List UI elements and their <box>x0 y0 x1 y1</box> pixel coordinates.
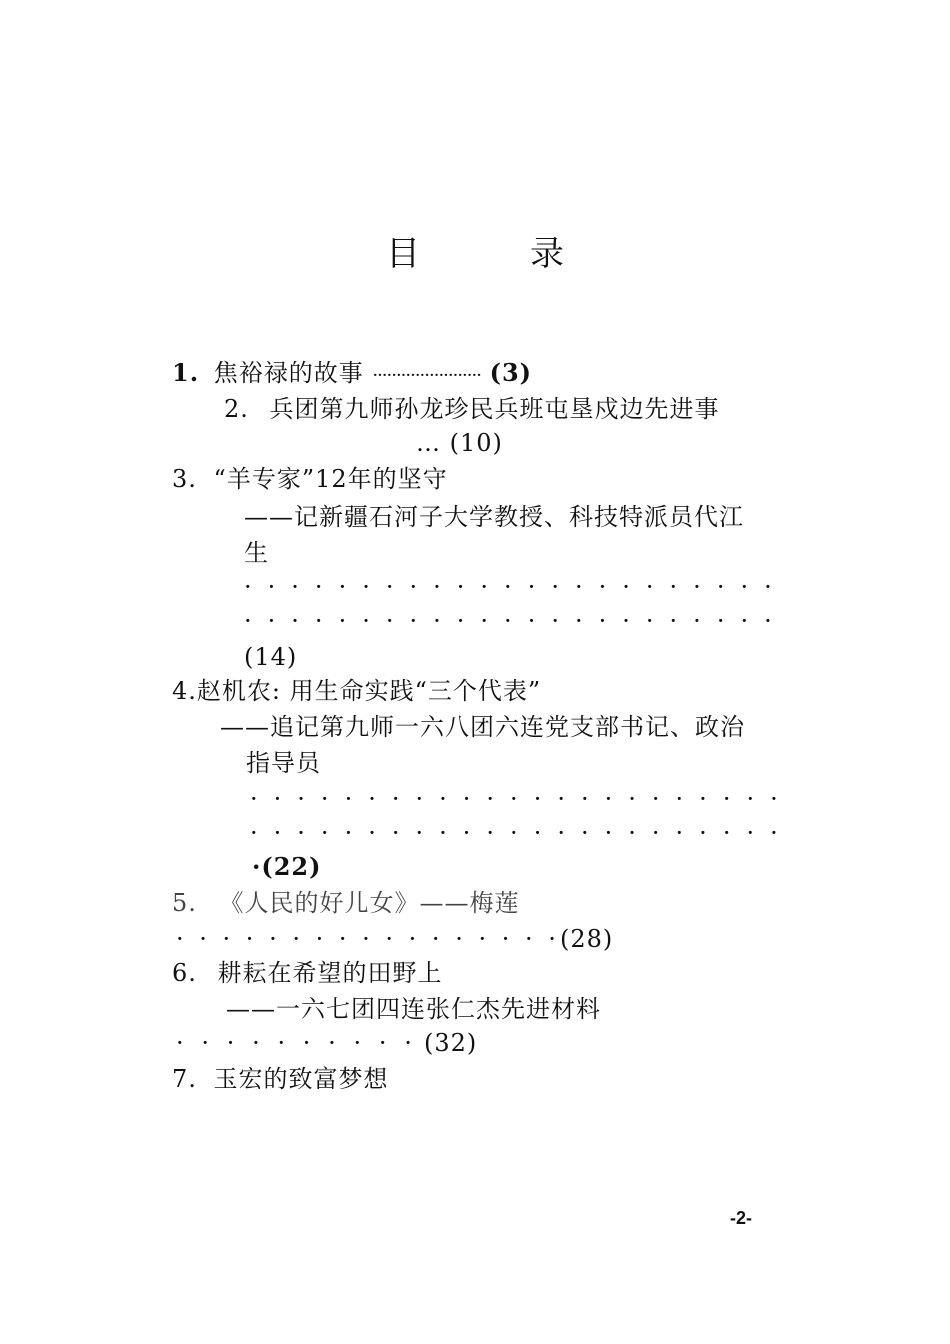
entry-number: 1. <box>172 358 200 387</box>
dot-leader: · · · · · · · · · · · · · · · · · · · · · · · <box>250 785 778 813</box>
toc-entry-7 <box>172 1064 389 1094</box>
dot-leader: · · · · · · · · · · · · · · · · · · · · · · · <box>250 819 778 847</box>
dot-leader: · · · · · · · · · · · · · · · · · <box>176 925 556 953</box>
toc-entry-5 <box>172 888 520 918</box>
dot-leader: · · · · · · · · · · · · · · · · · · · · · · · <box>244 573 772 601</box>
page-ref: (10) <box>449 429 503 457</box>
entry-number: 5. <box>172 889 197 917</box>
entry-title: “羊专家”12年的坚守 <box>213 465 448 493</box>
entry-subtitle: ——一六七团四连张仁杰先进材料 <box>226 995 601 1023</box>
title-char-2: 录 <box>530 234 564 274</box>
entry-title: 焦裕禄的故事 <box>213 359 364 387</box>
page-ref: (28) <box>560 925 614 953</box>
page-ref: (14) <box>244 643 298 671</box>
entry-subtitle: ——追记第九师一六八团六连党支部书记、政治 <box>220 713 745 741</box>
entry-number: 6. <box>172 959 197 987</box>
dot-leader: · · · · · · · · · · · · · · · · · · · · · · · <box>244 607 772 635</box>
entry-title: 玉宏的致富梦想 <box>213 1065 389 1093</box>
entry-number: 7. <box>172 1065 197 1093</box>
page-title <box>0 226 950 275</box>
entry-subtitle: ——记新疆石河子大学教授、科技特派员代江 <box>244 503 744 531</box>
entry-number: 3. <box>172 465 197 493</box>
toc-entry-1 <box>172 358 532 391</box>
toc-entry-3 <box>172 464 448 494</box>
toc-entry-6 <box>172 958 443 988</box>
page-ref: (32) <box>424 1029 478 1057</box>
title-char-1: 目 <box>386 234 420 274</box>
toc-entry-4 <box>172 676 541 706</box>
toc-entry-2 <box>224 394 720 424</box>
page-ref: ·(22) <box>252 852 322 881</box>
toc-entry-2-page <box>416 428 503 458</box>
page-number: -2- <box>730 1208 752 1228</box>
dot-leader: ······················· <box>372 365 481 386</box>
dot-leader: · · · · · · · · · · <box>176 1029 412 1057</box>
dot-leader: … <box>416 429 441 457</box>
entry-number: 4. <box>172 677 197 705</box>
entry-subtitle-cont: 指导员 <box>246 749 321 777</box>
entry-title: 赵机农: 用生命实践“三个代表” <box>196 677 542 705</box>
entry-title: 《人民的好儿女》——梅莲 <box>219 889 520 917</box>
page-ref: (3) <box>489 358 533 387</box>
entry-title: 兵团第九师孙龙珍民兵班屯垦戍边先进事 <box>269 395 720 423</box>
entry-subtitle-cont: 生 <box>244 539 269 567</box>
entry-title: 耕耘在希望的田野上 <box>217 959 443 987</box>
entry-number: 2. <box>224 395 249 423</box>
